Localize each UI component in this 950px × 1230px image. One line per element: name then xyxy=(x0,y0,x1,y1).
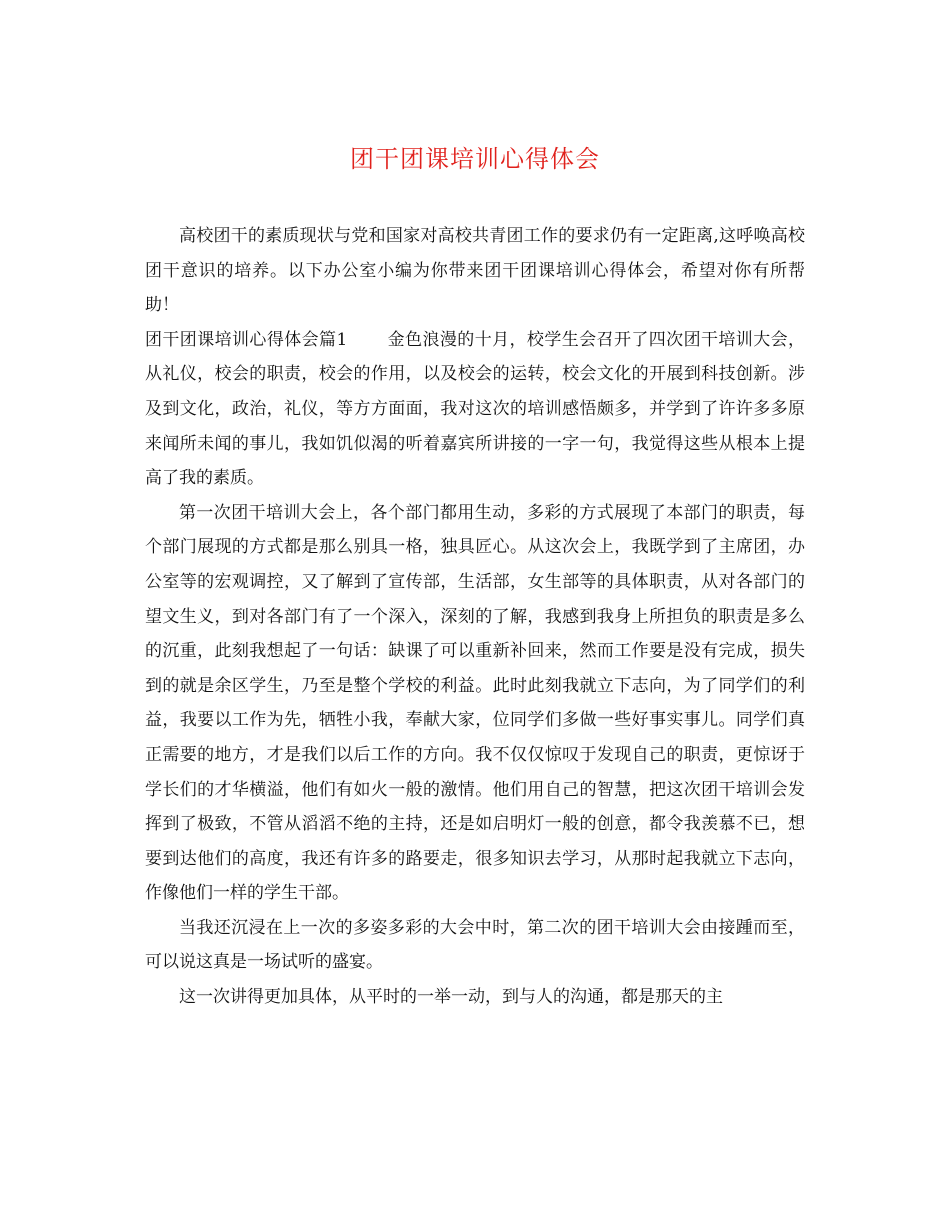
section1-paragraph xyxy=(145,323,805,496)
section1-text: 金色浪漫的十月，校学生会召开了四次团干培训大会，从礼仪，校会的职责，校会的作用，以及校会的运转，校会文化的开展到科技创新。涉及到文化，政治，礼仪，等方方面面，我对这次的培训感悟颇多，并学到了许许多多原来闻所未闻的事儿，我如饥似渴的听着嘉宾所讲接的一字一句，我觉得这些从根本上提高了我的素质。 xyxy=(145,329,805,489)
document-body xyxy=(145,219,805,1015)
page-title: 团干团课培训心得体会 xyxy=(350,145,600,173)
paragraph-4: 这一次讲得更加具体，从平时的一举一动，到与人的沟通，都是那天的主 xyxy=(179,987,723,1008)
paragraph-3: 当我还沉浸在上一次的多姿多彩的大会中时，第二次的团干培训大会由接踵而至，可以说这真是一场试听的盛宴。 xyxy=(145,917,805,973)
intro-paragraph: 高校团干的素质现状与党和国家对高校共青团工作的要求仍有一定距离,这呼唤高校团干意识的培养。以下办公室小编为你带来团干团课培训心得体会，希望对你有所帮助！ xyxy=(145,226,805,316)
section1-heading: 团干团课培训心得体会篇1 xyxy=(145,329,348,350)
paragraph-2: 第一次团干培训大会上，各个部门都用生动，多彩的方式展现了本部门的职责，每个部门展现的方式都是那么别具一格，独具匠心。从这次会上，我既学到了主席团，办公室等的宏观调控，又了解到了宣传部，生活部，女生部等的具体职责，从对各部门的望文生义，到对各部门有了一个深入，深刻的了解，我感到我身上所担负的职责是多么的沉重，此刻我想起了一句话：缺课了可以重新补回来，然而工作要是没有完成，损失到的就是余区学生，乃至是整个学校的利益。此时此刻我就立下志向，为了同学们的利益，我要以工作为先，牺牲小我，奉献大家，位同学们多做一些好事实事儿。同学们真正需要的地方，才是我们以后工作的方向。我不仅仅惊叹于发现自己的职责，更惊讶于学长们的才华横溢，他们有如火一般的激情。他们用自己的智慧，把这次团干培训会发挥到了极致，不管从滔滔不绝的主持，还是如启明灯一般的创意，都令我羡慕不已，想要到达他们的高度，我还有许多的路要走，很多知识去学习，从那时起我就立下志向，作像他们一样的学生干部。 xyxy=(145,502,805,904)
